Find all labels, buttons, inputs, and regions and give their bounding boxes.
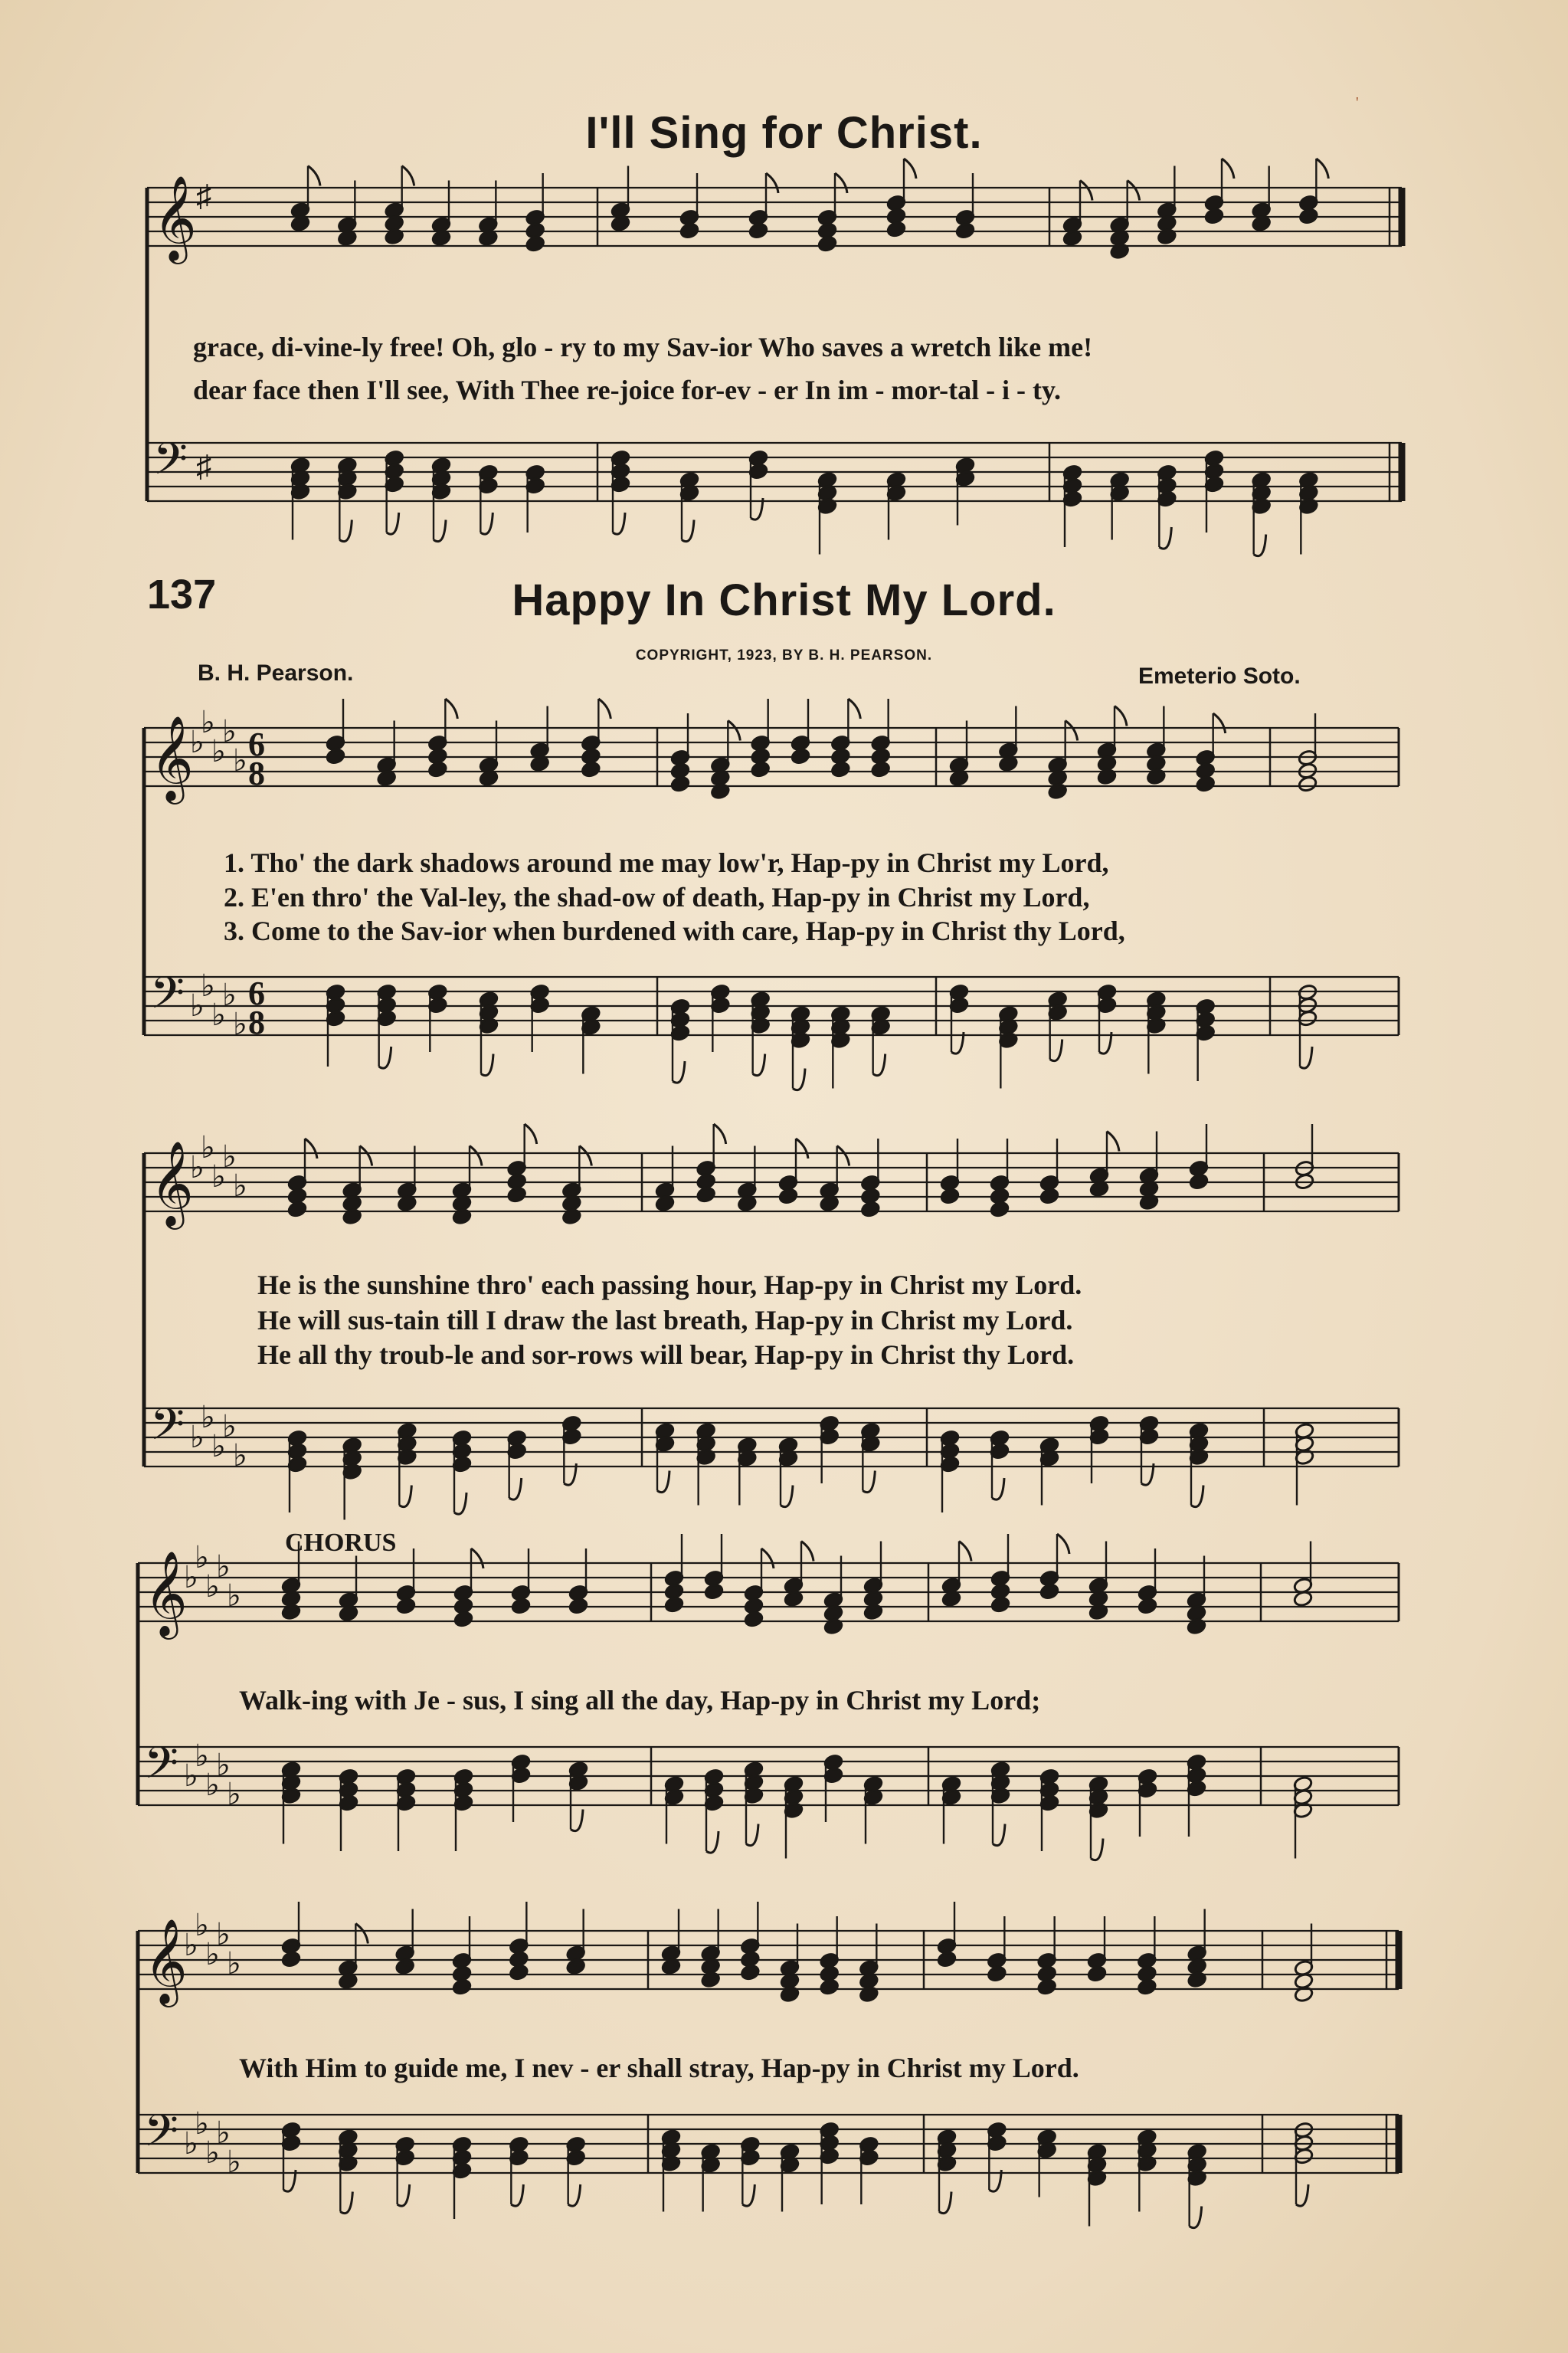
flat-sign: ♭ (211, 734, 226, 768)
note-head (817, 235, 837, 253)
flat-sign: ♭ (211, 1429, 226, 1463)
note-head (859, 1985, 879, 2003)
note-head (710, 782, 730, 800)
note-head (679, 222, 699, 240)
flat-sign: ♭ (190, 988, 205, 1023)
note-head (791, 748, 810, 765)
hymn-number: 137 (147, 572, 217, 618)
note-flag (1115, 706, 1127, 726)
time-signature-top: 6 (248, 975, 265, 1012)
note-flag (1066, 721, 1078, 741)
bass-clef: 𝄢 (150, 967, 185, 1030)
bass-clef: 𝄢 (144, 2105, 179, 2168)
note-heads (281, 159, 1328, 2228)
verse-3-line-1: 3. Come to the Sav-ior when burdened with care, Hap-py in Christ thy Lord, (224, 916, 1125, 946)
note-head (287, 1201, 307, 1218)
note-head (778, 1188, 798, 1205)
note-head (830, 761, 850, 778)
note-head (385, 228, 404, 245)
note-flag (673, 1061, 685, 1083)
note-flag (1300, 1047, 1312, 1068)
sharp-sign: ♯ (196, 179, 211, 213)
flat-sign: ♭ (233, 743, 247, 778)
flat-sign: ♭ (184, 1928, 198, 1962)
note-flag (781, 1486, 793, 1507)
note-flag (746, 1824, 758, 1846)
note-head (1187, 1617, 1206, 1635)
note-head (1138, 1598, 1157, 1615)
lyricist-credit: B. H. Pearson. (198, 660, 354, 686)
hymn-title: Happy In Christ My Lord. (512, 575, 1056, 625)
note-flag (993, 1824, 1005, 1846)
note-head (748, 222, 768, 240)
previous-hymn-lyric-line-2: dear face then I'll see, With Thee re-joice for-ev - er In im - mor-tal - i - ty. (193, 375, 1062, 405)
note-head (396, 1598, 416, 1615)
note-head (886, 221, 906, 238)
note-head (860, 1201, 880, 1218)
note-head (670, 775, 690, 793)
verse-1-line-2: He is the sunshine thro' each passing hour, Hap-py in Christ my Lord. (257, 1270, 1082, 1300)
time-signature-top: 6 (248, 726, 265, 763)
note-head (823, 1617, 843, 1635)
note-head (1087, 1965, 1107, 1983)
note-flag (355, 1924, 368, 1944)
note-head (780, 1985, 800, 2003)
note-head (1196, 775, 1216, 793)
chorus-label: CHORUS (285, 1529, 397, 1557)
note-flag (1213, 713, 1226, 733)
flat-sign: ♭ (184, 2126, 198, 2161)
note-flag (796, 1139, 808, 1158)
note-flag (848, 699, 860, 719)
note-head (937, 1951, 957, 1968)
note-head (1139, 1193, 1159, 1211)
note-head (342, 1208, 362, 1225)
note-head (1298, 208, 1318, 225)
flat-sign: ♭ (216, 1917, 231, 1952)
note-head (511, 1598, 531, 1615)
treble-clef: 𝄞 (150, 1140, 194, 1226)
note-head (281, 1951, 301, 1968)
note-flag (598, 699, 611, 719)
flat-sign: ♭ (205, 1569, 220, 1604)
note-head (561, 1208, 581, 1225)
note-flag (1107, 1132, 1119, 1152)
note-flag (1128, 181, 1140, 201)
note-head (525, 235, 545, 253)
note-head (863, 1603, 883, 1621)
note-head (704, 1583, 724, 1601)
note-flag (399, 1486, 411, 1507)
note-head (452, 1208, 472, 1225)
note-flag (445, 699, 457, 719)
note-flag (939, 2192, 951, 2214)
note-head (581, 761, 601, 778)
note-flag (1050, 1040, 1062, 1061)
note-head (744, 1611, 764, 1628)
note-head (1157, 228, 1177, 245)
treble-clef: 𝄞 (144, 1550, 188, 1636)
note-head (568, 1598, 588, 1615)
note-flag (1080, 181, 1092, 201)
note-head (1204, 208, 1224, 225)
treble-clef: 𝄞 (150, 715, 194, 801)
flat-sign: ♭ (195, 2106, 209, 2141)
note-head (281, 1603, 301, 1621)
flat-sign: ♭ (216, 2115, 231, 2150)
note-head (1037, 1978, 1057, 1996)
note-flag (837, 1146, 849, 1166)
note-flag (1254, 535, 1266, 556)
note-flag (728, 721, 740, 741)
flat-sign: ♭ (227, 1777, 241, 1811)
flat-sign: ♭ (201, 968, 215, 1003)
flat-sign: ♭ (222, 714, 237, 749)
bass-clef: 𝄢 (144, 1737, 179, 1800)
treble-clef: 𝄞 (153, 175, 197, 261)
flat-sign: ♭ (201, 705, 215, 739)
note-head (940, 1188, 960, 1205)
note-head (1189, 1173, 1209, 1191)
bass-clef: 𝄢 (153, 433, 188, 496)
chorus-line-1: Walk-ing with Je - sus, I sing all the day, Hap-py in Christ my Lord; (239, 1685, 1041, 1716)
flat-sign: ♭ (233, 1438, 247, 1473)
note-flag (402, 166, 414, 186)
flat-sign: ♭ (211, 1159, 226, 1194)
note-flag (579, 1146, 591, 1166)
note-flag (525, 1124, 537, 1144)
note-flag (571, 1810, 583, 1831)
sharp-sign: ♯ (196, 449, 211, 483)
flat-sign: ♭ (227, 2145, 241, 2179)
flat-sign: ♭ (216, 1549, 231, 1584)
note-head (1110, 242, 1130, 260)
note-flag (308, 166, 320, 186)
flat-sign: ♭ (190, 725, 205, 759)
note-flag (657, 1471, 669, 1493)
flat-sign: ♭ (216, 1748, 231, 1782)
note-flag (753, 1054, 765, 1076)
note-flag (761, 1548, 774, 1568)
flat-sign: ♭ (205, 2135, 220, 2170)
note-head (751, 761, 771, 778)
note-flag (387, 513, 399, 534)
note-head (1048, 782, 1068, 800)
flat-sign: ♭ (205, 1937, 220, 1971)
note-flag (1316, 159, 1328, 179)
note-flag (340, 2192, 352, 2214)
flat-sign: ♭ (233, 1007, 247, 1041)
note-head (990, 1201, 1010, 1218)
note-flag (305, 1139, 317, 1158)
note-flag (959, 1542, 971, 1562)
flat-sign: ♭ (227, 1578, 241, 1613)
note-flag (339, 520, 352, 542)
time-signature-bottom: 8 (248, 1004, 265, 1041)
note-flag (480, 513, 493, 534)
flat-sign: ♭ (227, 1946, 241, 1981)
note-head (696, 1186, 716, 1204)
flat-sign: ♭ (201, 1400, 215, 1434)
note-head (1187, 1971, 1207, 1988)
note-flag (613, 513, 625, 534)
flat-sign: ♭ (211, 998, 226, 1032)
note-flag (682, 520, 694, 542)
verse-2-line-1: 2. E'en thro' the Val-ley, the shad-ow of death, Hap-py in Christ my Lord, (224, 882, 1090, 913)
note-flag (835, 173, 847, 193)
note-flag (568, 2184, 581, 2206)
flat-sign: ♭ (233, 1168, 247, 1203)
note-flag (454, 1493, 466, 1514)
flat-sign: ♭ (184, 1758, 198, 1793)
note-flag (434, 520, 446, 542)
note-head (1039, 1188, 1059, 1205)
flat-sign: ♭ (222, 1139, 237, 1174)
note-flag (863, 1471, 875, 1493)
note-flag (992, 1478, 1004, 1499)
note-head (1088, 1603, 1108, 1621)
verse-3-line-2: He all thy troub-le and sor-rows will bear, Hap-py in Christ thy Lord. (257, 1339, 1075, 1370)
note-flag (511, 2184, 523, 2206)
bass-clef: 𝄢 (150, 1398, 185, 1461)
note-head (1137, 1978, 1157, 1996)
note-head (453, 1611, 473, 1628)
note-head (1146, 768, 1166, 785)
note-flag (873, 1054, 885, 1076)
flat-sign: ♭ (184, 1560, 198, 1594)
copyright-notice: COPYRIGHT, 1923, BY B. H. PEARSON. (635, 647, 933, 664)
note-flag (742, 2184, 755, 2206)
note-head (820, 1978, 840, 1996)
note-flag (1296, 2184, 1308, 2206)
flat-sign: ♭ (201, 1130, 215, 1165)
flat-sign: ♭ (195, 1908, 209, 1942)
note-head (955, 222, 975, 240)
note-head (1039, 1583, 1059, 1601)
chorus-line-2: With Him to guide me, I nev - er shall stray, Hap-py in Christ my Lord. (239, 2053, 1079, 2083)
note-flag (481, 1054, 493, 1076)
note-head (987, 1965, 1007, 1983)
flat-sign: ♭ (222, 1409, 237, 1444)
note-flag (470, 1146, 482, 1166)
flat-sign: ♭ (195, 1540, 209, 1575)
note-head (1097, 768, 1117, 785)
note-head (701, 1971, 721, 1988)
note-head (509, 1964, 529, 1981)
verse-2-line-2: He will sus-tain till I draw the last breath, Hap-py in Christ my Lord. (257, 1305, 1073, 1335)
treble-clef: 𝄞 (144, 1918, 188, 2004)
note-head (871, 761, 891, 778)
note-flag (398, 2184, 410, 2206)
note-flag (801, 1542, 813, 1562)
note-head (1298, 775, 1318, 793)
note-flag (509, 1478, 522, 1499)
flat-sign: ♭ (190, 1150, 205, 1185)
note-flag (714, 1124, 726, 1144)
verse-1-line-1: 1. Tho' the dark shadows around me may low'r, Hap-py in Christ my Lord, (224, 847, 1109, 878)
note-flag (379, 1047, 391, 1068)
note-flag (1190, 2207, 1202, 2228)
note-head (452, 1978, 472, 1996)
ink-mark: ' (1356, 94, 1359, 111)
time-signature-bottom: 8 (248, 755, 265, 792)
flat-sign: ♭ (195, 1739, 209, 1773)
flat-sign: ♭ (205, 1768, 220, 1802)
note-flag (1191, 1486, 1203, 1507)
note-head (507, 1186, 527, 1204)
note-flag (904, 159, 916, 179)
flat-sign: ♭ (190, 1420, 205, 1454)
note-flag (471, 1548, 483, 1568)
note-head (326, 748, 345, 765)
note-flag (360, 1146, 372, 1166)
note-flag (1091, 1839, 1103, 1860)
note-head (990, 1596, 1010, 1614)
flat-sign: ♭ (222, 978, 237, 1012)
note-flag (706, 1831, 719, 1853)
note-head (664, 1596, 684, 1614)
previous-hymn-lyric-line-1: grace, di-vine-ly free! Oh, glo - ry to my Sav-ior Who saves a wretch like me! (193, 332, 1093, 362)
note-flag (1222, 159, 1234, 179)
note-flag (793, 1069, 805, 1090)
composer-credit: Emeterio Soto. (1138, 664, 1301, 689)
note-head (427, 761, 447, 778)
note-flag (766, 173, 778, 193)
note-head (1294, 1985, 1314, 2003)
note-flag (1057, 1534, 1069, 1554)
previous-hymn-title: I'll Sing for Christ. (585, 108, 983, 158)
note-head (740, 1964, 760, 1981)
note-flag (1159, 527, 1171, 549)
